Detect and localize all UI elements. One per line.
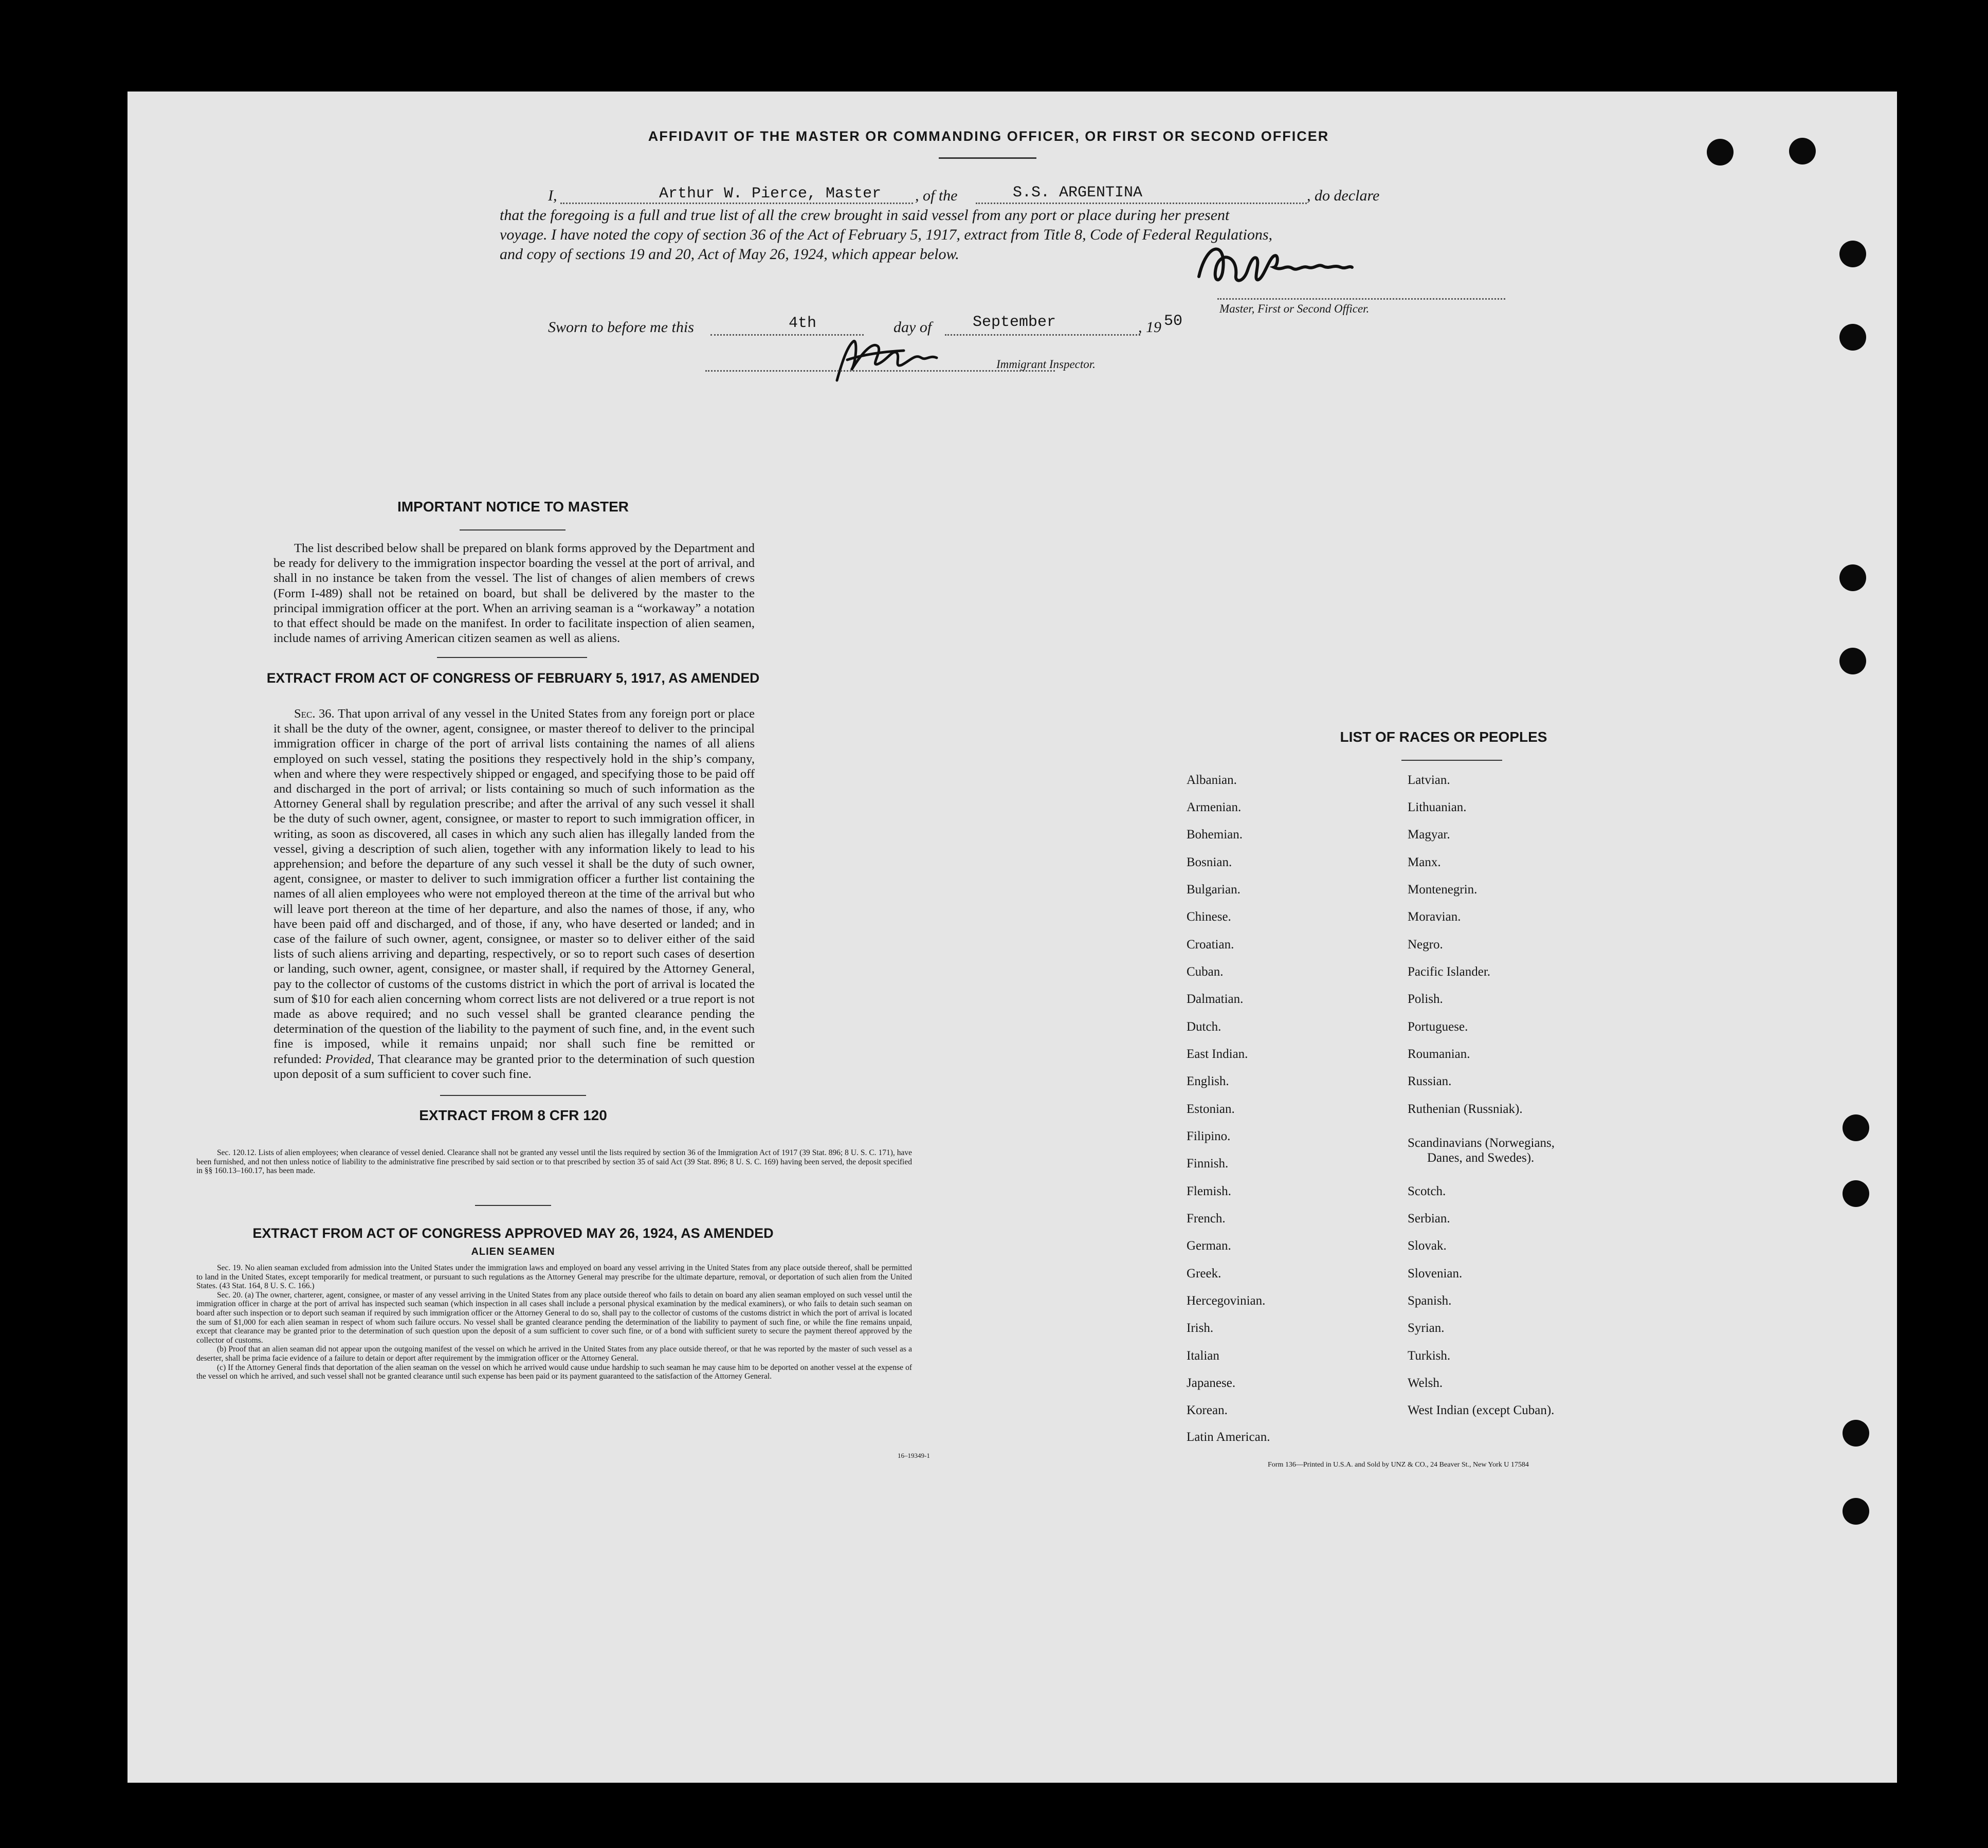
punch-hole [1843, 1498, 1869, 1525]
divider [1401, 760, 1502, 761]
do-declare-label: , do declare [1307, 187, 1380, 204]
sec-36-label: Sec. 36. [294, 707, 335, 721]
punch-hole [1839, 648, 1866, 674]
sec-36-text-b: That clearance may be granted prior to the determination of such question upon deposit of a sum sufficient to cover such fine. [273, 1052, 755, 1081]
sworn-prefix: Sworn to before me this [548, 319, 694, 336]
race-item: Scotch. [1408, 1184, 1446, 1198]
form-footer: Form 136—Printed in U.S.A. and Sold by UNZ & CO., 24 Beaver St., New York U 17584 [1268, 1461, 1529, 1469]
race-item: Japanese. [1187, 1376, 1236, 1390]
races-title: LIST OF RACES OR PEOPLES [1340, 729, 1547, 745]
master-signature-line [1217, 298, 1505, 300]
race-item: Croatian. [1187, 938, 1234, 952]
notice-body [273, 541, 755, 646]
race-item: Hercegovinian. [1187, 1294, 1266, 1308]
race-item: Estonian. [1187, 1102, 1235, 1116]
race-item: Polish. [1408, 992, 1443, 1006]
cfr-text: Sec. 120.12. Lists of alien employees; when clearance of vessel denied. Clearance shall not be granted any vessel until the lists required by section 36 of the Immigration Act of 1917 (39 Stat. 896; 8 U. S. C. 171), have been furnished, and not then unless notice of liability to the administrative fine prescribed by said section or to that prescribed by section 35 of said Act (39 Stat. 896; 8 U. S. C. 169) having been served, the deposit specified in §§ 160.13–160.17, has been made. [196, 1148, 912, 1176]
race-item: Cuban. [1187, 965, 1224, 979]
vessel-blank [976, 203, 1307, 204]
extract-1924-title: EXTRACT FROM ACT OF CONGRESS APPROVED MAY 26, 1924, AS AMENDED [252, 1225, 774, 1241]
race-item: Irish. [1187, 1321, 1214, 1335]
race-item: English. [1187, 1074, 1229, 1088]
race-item: Latvian. [1408, 773, 1450, 787]
race-item: Scandinavians (Norwegians, [1408, 1136, 1555, 1150]
extract-1924-subtitle: ALIEN SEAMEN [471, 1246, 555, 1257]
race-item: Moravian. [1408, 910, 1461, 924]
punch-hole [1839, 564, 1866, 591]
race-item: Bohemian. [1187, 828, 1243, 841]
punch-hole [1839, 241, 1866, 267]
race-item: Italian [1187, 1349, 1219, 1363]
extract-1924-body [196, 1264, 912, 1381]
race-item: Slovak. [1408, 1239, 1447, 1253]
of-the-label: , of the [915, 187, 958, 204]
sworn-month-blank [945, 334, 1140, 336]
sworn-day: 4th [789, 315, 817, 332]
extract-1917-body [273, 706, 755, 1082]
extract-cfr-body [196, 1148, 912, 1176]
race-item: Manx. [1408, 855, 1441, 869]
race-item: Slovenian. [1408, 1267, 1463, 1280]
race-item: Albanian. [1187, 773, 1237, 787]
race-item: German. [1187, 1239, 1231, 1253]
affidavit-line-2: that the foregoing is a full and true list of all the crew brought in said vessel from any port or place during her present [500, 207, 1230, 224]
race-item: Serbian. [1408, 1212, 1450, 1225]
race-item: Greek. [1187, 1267, 1221, 1280]
sec-19-text: Sec. 19. No alien seaman excluded from admission into the United States under the immigration laws and employed on board any vessel arriving in the United States from any place outside thereof, shall be permitted to land in the United States, except temporarily for medical treatment, or pursuant to such regulations as the Attorney General may prescribe for the ultimate departure, removal, or deportation of such alien from the United States. (43 Stat. 164, 8 U. S. C. 166.) [196, 1264, 912, 1291]
race-item: Negro. [1408, 938, 1443, 952]
race-item: Turkish. [1408, 1349, 1451, 1363]
sec-20c-text: (c) If the Attorney General finds that deportation of the alien seaman on the vessel on which he arrived would cause undue hardship to such seaman he may cause him to be deported on another vessel at the expense of the vessel on which he arrived, and such vessel shall not be granted clearance until such expense has been paid or its payment guaranteed to the satisfaction of the Attorney General. [196, 1363, 912, 1381]
race-item: Flemish. [1187, 1184, 1231, 1198]
race-item: East Indian. [1187, 1047, 1248, 1061]
race-item: Chinese. [1187, 910, 1231, 924]
affidavit-line-3: voyage. I have noted the copy of section 36 of the Act of February 5, 1917, extract from Title 8, Code of Federal Regulations, [500, 226, 1273, 243]
sec-20a-text: Sec. 20. (a) The owner, charterer, agent, consignee, or master of any vessel arriving in the United States from any place outside thereof who fails to detain on board any alien seaman employed on such vessel until the immigration officer in charge at the port of arrival has inspected such seaman (which inspection in all cases shall include a personal physical examination by the medical examiners), or who fails to detain such seaman on board after such inspection or to deport such seaman if required by such immigration officer or the Attorney General to do so, shall pay to the collector of customs of the customs district in which the port of arrival is located the sum of $1,000 for each alien seaman in respect of whom such failure occurs. No vessel shall be granted clearance pending the determination of the liability to payment of such fine, or while the fine remains unpaid, except that clearance may be granted prior to the determination of such question upon the deposit of a sum sufficient to cover such fine, or of a bond with sufficient surety to secure the payment thereof approved by the collector of customs. [196, 1290, 912, 1345]
race-item: Montenegrin. [1408, 883, 1478, 896]
master-caption: Master, First or Second Officer. [1219, 302, 1370, 315]
divider [475, 1205, 551, 1206]
punch-hole [1843, 1420, 1869, 1447]
extract-1917-title: EXTRACT FROM ACT OF CONGRESS OF FEBRUARY 5, 1917, AS AMENDED [266, 670, 760, 686]
race-item: Roumanian. [1408, 1047, 1470, 1061]
divider [440, 1095, 586, 1096]
inspector-caption: Immigrant Inspector. [996, 358, 1096, 371]
affidavit-line-4: and copy of sections 19 and 20, Act of May 26, 1924, which appear below. [500, 246, 959, 263]
year-prefix: , 19 [1138, 319, 1161, 336]
extract-cfr-title: EXTRACT FROM 8 CFR 120 [419, 1107, 607, 1123]
race-item: Bosnian. [1187, 855, 1232, 869]
race-item: Syrian. [1408, 1321, 1445, 1335]
race-item: Armenian. [1187, 800, 1242, 814]
race-item: Spanish. [1408, 1294, 1452, 1308]
race-item: Ruthenian (Russniak). [1408, 1102, 1523, 1116]
master-signature [1192, 235, 1377, 297]
race-item: Dutch. [1187, 1020, 1221, 1034]
race-item: Pacific Islander. [1408, 965, 1491, 979]
race-item: Russian. [1408, 1074, 1452, 1088]
race-item: West Indian (except Cuban). [1408, 1403, 1555, 1417]
day-of-label: day of [893, 319, 932, 336]
divider [437, 657, 587, 658]
divider [939, 157, 1036, 159]
vessel-name: S.S. ARGENTINA [1013, 184, 1143, 202]
notice-text: The list described below shall be prepared on blank forms approved by the Department and be ready for delivery to the immigration inspector boarding the vessel at the port of arrival, and shall in no instance be taken from the vessel. The list of changes of alien members of crews (Form I-489) shall not be retained on board, but shall be delivered by the master to the principal immigration officer at the port. When an arriving seaman is a “workaway” a notation to that effect should be made on the manifest. In order to facilitate inspection of alien seamen, include names of arriving American citizen seamen as well as aliens. [273, 541, 755, 646]
race-item: Latin American. [1187, 1430, 1270, 1444]
punch-hole [1843, 1114, 1869, 1141]
notice-title: IMPORTANT NOTICE TO MASTER [397, 499, 629, 515]
race-item: Filipino. [1187, 1129, 1231, 1143]
race-item: French. [1187, 1212, 1226, 1225]
punch-hole [1843, 1180, 1869, 1207]
affidavit-i: I, [548, 187, 557, 204]
provided-label: Provided, [325, 1052, 374, 1066]
sworn-month: September [973, 314, 1056, 331]
form-number: 16–19349-1 [898, 1452, 930, 1459]
race-item: Welsh. [1408, 1376, 1443, 1390]
race-item: Danes, and Swedes). [1427, 1151, 1535, 1165]
name-blank [560, 203, 913, 204]
inspector-signature [827, 331, 960, 388]
affidavit-title: AFFIDAVIT OF THE MASTER OR COMMANDING OFFICER, OR FIRST OR SECOND OFFICER [648, 129, 1329, 144]
race-item: Magyar. [1408, 828, 1450, 841]
race-item: Lithuanian. [1408, 800, 1467, 814]
manifest-page [127, 92, 1897, 1783]
divider [460, 529, 566, 530]
sec-20b-text: (b) Proof that an alien seaman did not appear upon the outgoing manifest of the vessel on which he arrived in the United States from any place outside thereof, or that he was reported by the master of such vessel as a deserter, shall be prima facie evidence of a failure to detain or deport after requirement by the immigration officer or the Attorney General. [196, 1345, 912, 1363]
race-item: Portuguese. [1408, 1020, 1468, 1034]
race-item: Dalmatian. [1187, 992, 1244, 1006]
punch-hole [1839, 324, 1866, 351]
race-item: Finnish. [1187, 1157, 1229, 1170]
year-suffix: 50 [1164, 313, 1183, 330]
sec-36-text-a: That upon arrival of any vessel in the United States from any foreign port or place it shall be the duty of the owner, agent, consignee, or master thereof to deliver to the principal immigration officer in charge of the port of arrival lists containing the names of all aliens employed on such vessel, stating the positions they respectively hold in the ship’s company, when and where they were respectively shipped or engaged, and specifying those to be paid off and discharged in the port of arrival; or lists containing so much of such information as the Attorney General shall by regulation prescribe; and after the arrival of any such vessel it shall be the duty of such owner, agent, consignee, or master to report to such immigration officer, in writing, as soon as discovered, all cases in which any such alien has illegally landed from the vessel, giving a description of such alien, together with any information likely to lead to his apprehension; and before the departure of any such vessel it shall be the duty of such owner, agent, consignee, or master to deliver to such immigration officer a further list containing the names of all alien employees who were not employed thereon at the time of the arrival but who will leave port thereon at the time of her departure, and also the names of those, if any, who have been paid off and discharged, and of those, if any, who have deserted or landed; and in case of the failure of such owner, agent, consignee, or master so to deliver either of the said lists of such aliens arriving and departing, respectively, or so to report such cases of desertion or landing, such owner, agent, consignee, or master shall, if required by the Attorney General, pay to the collector of customs of the customs district in which the port of arrival is located the sum of $10 for each alien concerning whom correct lists are not delivered or a true report is not made as above required; and no such vessel shall be granted clearance pending the determination of the question of the liability to the payment of such fine, and, in the event such fine is imposed, while it remains unpaid; nor shall such fine be remitted or refunded: [273, 707, 755, 1066]
race-item: Korean. [1187, 1403, 1228, 1417]
race-item: Bulgarian. [1187, 883, 1241, 896]
master-name: Arthur W. Pierce, Master [659, 185, 882, 203]
